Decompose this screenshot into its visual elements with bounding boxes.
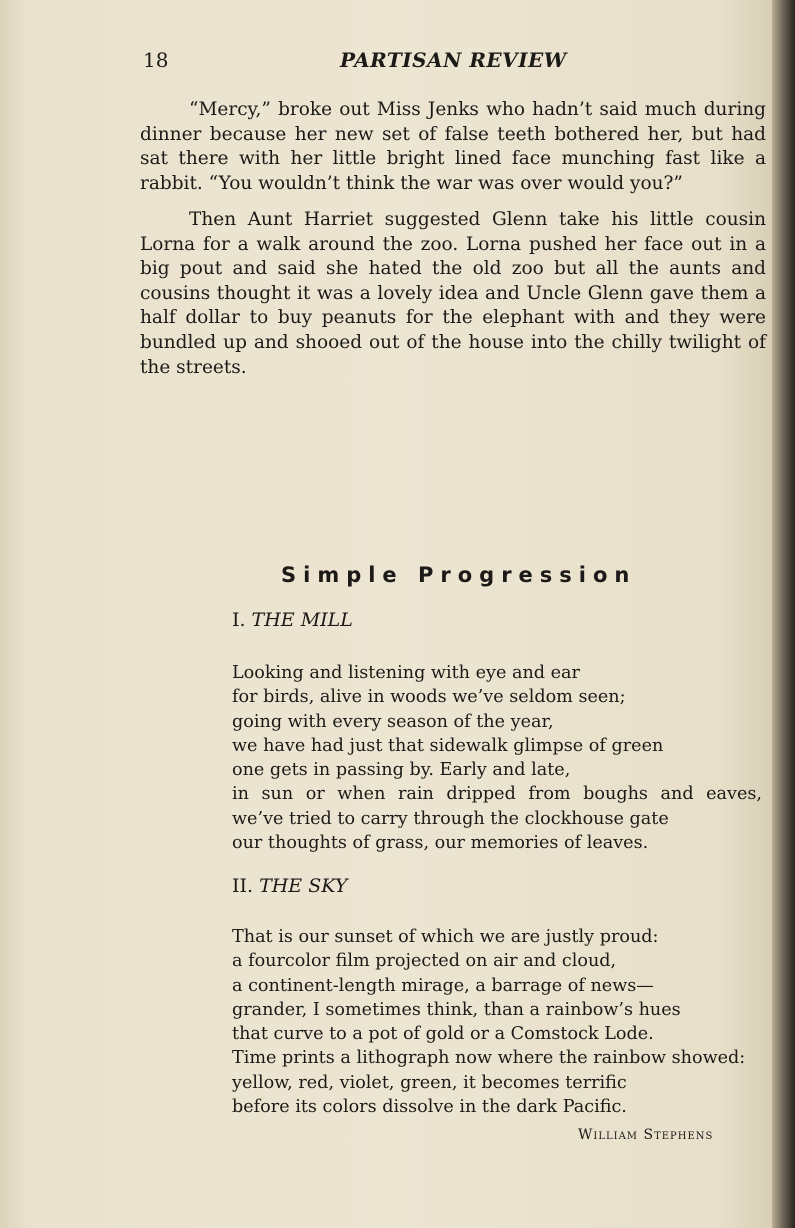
poem-line: we’ve tried to carry through the clockhouse gate (232, 808, 669, 829)
poem-line: That is our sunset of which we are justly proud: (232, 927, 659, 947)
prose-paragraph-2 (140, 208, 766, 380)
page-header (143, 48, 763, 78)
poem-line: a continent-length mirage, a barrage of news— (232, 975, 654, 996)
paragraph-text: “Mercy,” broke out Miss Jenks who hadn’t said much during dinner because her new set of false teeth bothered her, but had sat there with her little bright lined face munching fast like a rabbit. “You wouldn’t think the war was over would you?” (140, 99, 766, 194)
poem-line: before its colors dissolve in the dark Pacific. (232, 1097, 627, 1118)
section-number: I. (232, 609, 246, 631)
section-heading-the-sky (232, 875, 347, 897)
poem-line: yellow, red, violet, green, it becomes terrific (232, 1072, 627, 1093)
poem-line: for birds, alive in woods we’ve seldom seen; (232, 687, 626, 708)
section-name: THE SKY (259, 875, 348, 897)
poem-line: going with every season of the year, (232, 711, 554, 732)
book-spine-shadow (772, 0, 795, 1228)
section-heading-the-mill (232, 609, 353, 631)
prose-paragraph-1 (140, 98, 766, 196)
paragraph-text: Then Aunt Harriet suggested Glenn take his little cousin Lorna for a walk around the zoo. Lorna pushed her face out in a big pout and said she hated the old zoo but all the aunts and cousins thought it was a lovely idea and Uncle Glenn gave them a half dollar to buy peanuts for the elephant with and they were bundled up and shooed out of the house into the chilly twilight of the streets. (140, 209, 766, 378)
poem-line: Time prints a lithograph now where the rainbow showed: (232, 1048, 746, 1069)
stanza-the-mill (232, 661, 762, 855)
stanza-the-sky (232, 925, 762, 1119)
section-number: II. (232, 875, 254, 897)
poem-line: in sun or when rain dripped from boughs and eaves, (232, 784, 762, 805)
poem-line: one gets in passing by. Early and late, (232, 760, 571, 781)
poem-line: Looking and listening with eye and ear (232, 663, 580, 683)
author-signature: William Stephens (578, 1127, 714, 1143)
poem-title: Simple Progression (281, 563, 637, 587)
running-head: PARTISAN REVIEW (340, 48, 567, 72)
section-name: THE MILL (251, 609, 353, 631)
poem-line: grander, I sometimes think, than a rainbow’s hues (232, 999, 681, 1020)
page-number: 18 (143, 48, 169, 72)
poem-line: that curve to a pot of gold or a Comstock Lode. (232, 1024, 654, 1045)
poem-line: a fourcolor film projected on air and cloud, (232, 951, 617, 972)
poem-line: our thoughts of grass, our memories of leaves. (232, 833, 649, 854)
poem-line: we have had just that sidewalk glimpse of green (232, 735, 664, 756)
